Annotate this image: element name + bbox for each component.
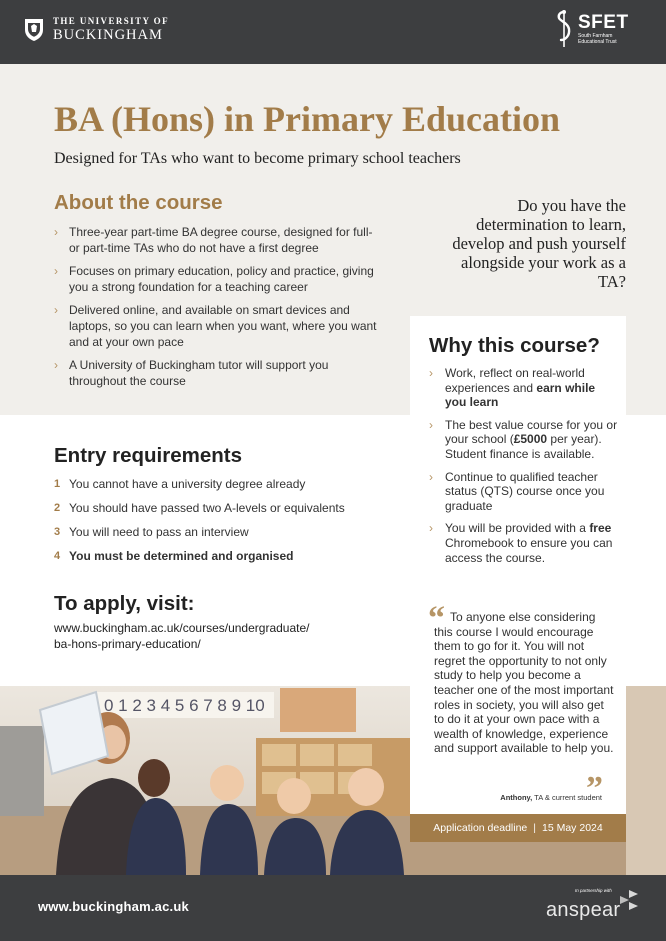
deadline-label: Application deadline: [433, 822, 528, 834]
university-crest-icon: [24, 18, 44, 42]
partnership-label: In partnership with: [575, 888, 612, 893]
testimonial-attribution: Anthony, TA & current student: [500, 793, 602, 802]
sfet-name: SFET: [578, 11, 629, 33]
chevron-right-icon: ›: [54, 303, 58, 317]
list-item: › The best value course for you or your school (£5000 per year). Student finance is available.: [429, 417, 618, 461]
sfet-line1: South Farnham: [578, 32, 613, 39]
wall-numbers: 0 1 2 3 4 5 6 7 8 9 10: [104, 696, 265, 715]
university-name-line1: THE UNIVERSITY OF: [53, 16, 169, 26]
about-heading: About the course: [54, 191, 223, 214]
anspear-logo-icon: [618, 888, 640, 916]
page-subtitle: Designed for TAs who want to become primary school teachers: [54, 150, 461, 167]
apply-link[interactable]: www.buckingham.ac.uk/courses/undergraduate/ ba-hons-primary-education/: [54, 621, 310, 651]
apply-heading: To apply, visit:: [54, 592, 195, 615]
footer-website-link[interactable]: www.buckingham.ac.uk: [38, 899, 189, 914]
sfet-logo[interactable]: [553, 9, 629, 49]
divider: |: [533, 822, 536, 834]
list-item: › A University of Buckingham tutor will support you throughout the course: [54, 358, 329, 388]
list-item: › Three-year part-time BA degree course, designed for full- or part-time TAs who do not have a first degree: [54, 225, 373, 255]
list-item: 3 You will need to pass an interview: [54, 525, 249, 539]
chevron-right-icon: ›: [54, 358, 58, 372]
chevron-right-icon: ›: [429, 521, 433, 536]
list-item: 2 You should have passed two A-levels or equivalents: [54, 501, 345, 515]
chevron-right-icon: ›: [54, 264, 58, 278]
list-item: › Focuses on primary education, policy and practice, giving you a strong foundation for a teaching career: [54, 264, 374, 294]
university-logo[interactable]: [24, 17, 169, 43]
deadline-banner: [410, 814, 626, 842]
list-item: › You will be provided with a free Chromebook to ensure you can access the course.: [429, 521, 613, 565]
list-item: › Delivered online, and available on smart devices and laptops, so you can learn when you want, where you want and at your own pace: [54, 303, 377, 349]
footer-bar: [0, 875, 666, 941]
list-item: 1 You cannot have a university degree already: [54, 477, 306, 491]
list-item: 4 You must be determined and organised: [54, 549, 294, 563]
pull-question: Do you have the determination to learn, develop and push yourself alongside your work as a TA?: [452, 196, 626, 291]
page-title: BA (Hons) in Primary Education: [54, 99, 561, 139]
why-this-course-panel: [410, 316, 626, 842]
university-name-line2: BUCKINGHAM: [53, 27, 163, 43]
entry-list: [54, 476, 394, 572]
why-list: [429, 366, 619, 573]
about-list: [54, 224, 384, 396]
why-heading: Why this course?: [429, 334, 600, 357]
entry-heading: Entry requirements: [54, 444, 242, 467]
sfet-logo-icon: [553, 9, 575, 49]
close-quote-icon: ”: [586, 770, 603, 807]
chevron-right-icon: ›: [429, 417, 433, 432]
list-item: › Work, reflect on real-world experiences and earn while you learn: [429, 366, 596, 410]
partner-name: anspear: [546, 899, 621, 921]
open-quote-icon: “: [428, 600, 445, 637]
header-bar: [0, 0, 666, 64]
testimonial-quote: To anyone else considering this course I would encourage them to go for it. You will not regret the opportunity to not only study to help you become a teacher one of the most important roles in society, you will also get to do it at your own pace with a wealth of knowledge, experience and support available to help you.: [434, 610, 614, 756]
deadline-date: 15 May 2024: [542, 822, 603, 834]
chevron-right-icon: ›: [429, 366, 433, 380]
chevron-right-icon: ›: [429, 469, 433, 484]
sfet-line2: Educational Trust: [578, 38, 617, 45]
list-item: › Continue to qualified teacher status (QTS) course once you graduate: [429, 469, 605, 513]
chevron-right-icon: ›: [54, 225, 58, 239]
